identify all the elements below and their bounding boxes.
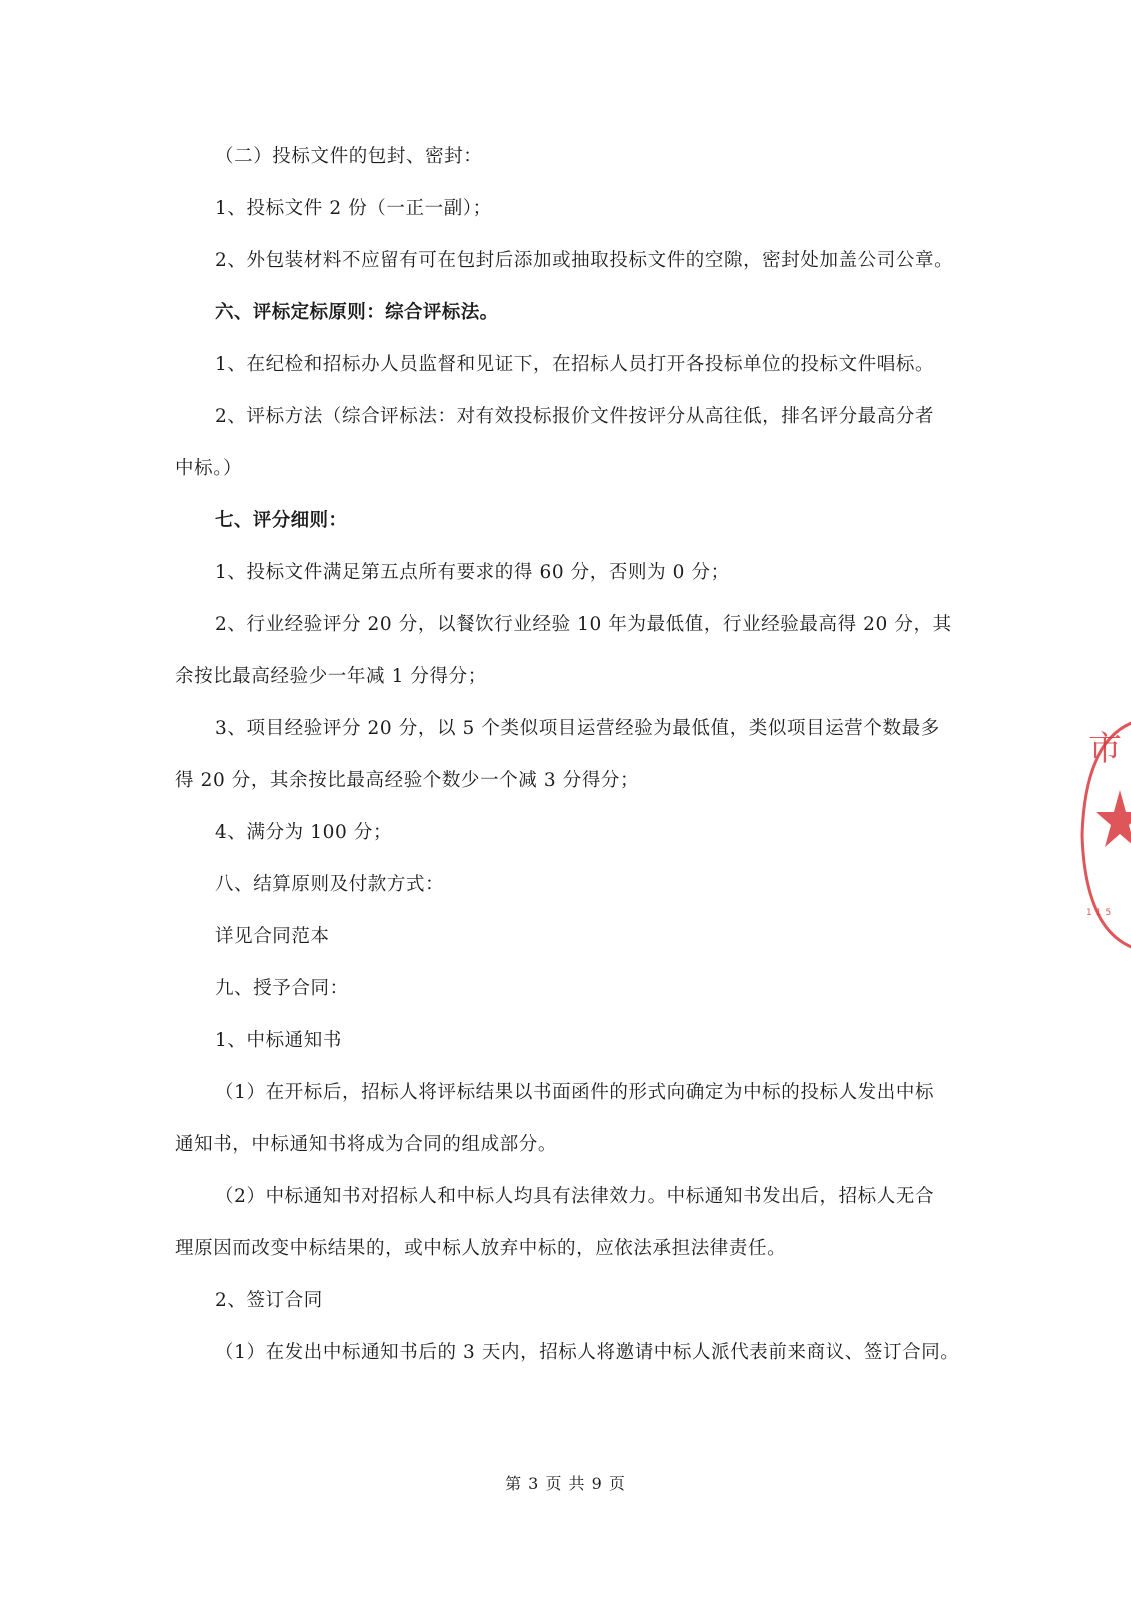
paragraph-line: 通知书，中标通知书将成为合同的组成部分。 [175,1134,558,1155]
paragraph-line: （1）在发出中标通知书后的 3 天内，招标人将邀请中标人派代表前来商议、签订合同。 [215,1342,960,1363]
section-heading: 九、授予合同： [215,978,349,999]
paragraph-line: 2、行业经验评分 20 分，以餐饮行业经验 10 年为最低值，行业经验最高得 20 分，其 [215,614,952,635]
paragraph-line: 余按比最高经验少一年减 1 分得分； [175,666,487,687]
paragraph-line: 1、中标通知书 [215,1030,342,1051]
paragraph-line: 2、签订合同 [215,1290,323,1311]
paragraph-line: （二）投标文件的包封、密封： [215,146,483,167]
paragraph-line: 1、投标文件 2 份（一正一副）； [215,198,492,219]
seal-text: 市 [1088,729,1122,769]
section-heading: 七、评分细则： [215,510,348,531]
paragraph-line: 详见合同范本 [215,926,330,947]
paragraph-line: 3、项目经验评分 20 分，以 5 个类似项目运营经验为最低值，类似项目运营个数最多 [215,718,940,739]
paragraph-line: 1、投标文件满足第五点所有要求的得 60 分，否则为 0 分； [215,562,730,583]
paragraph-line: 理原因而改变中标结果的，或中标人放弃中标的，应依法承担法律责任。 [175,1238,787,1259]
paragraph-line: 2、外包装材料不应留有可在包封后添加或抽取投标文件的空隙，密封处加盖公司公章。 [215,250,954,271]
paragraph-line: 中标。） [175,458,243,479]
paragraph-line: 4、满分为 100 分； [215,822,393,843]
page-number-footer: 第 3 页 共 9 页 [505,1474,626,1493]
company-seal-stamp [1080,715,1131,955]
seal-digits: 115 [1086,908,1116,918]
paragraph-line: （1）在开标后，招标人将评标结果以书面函件的形式向确定为中标的投标人发出中标 [215,1082,935,1103]
section-heading: 六、评标定标原则：综合评标法。 [215,302,499,323]
section-heading: 八、结算原则及付款方式： [215,874,445,895]
paragraph-line: 2、评标方法（综合评标法：对有效投标报价文件按评分从高往低，排名评分最高分者 [215,406,935,427]
paragraph-line: 得 20 分，其余按比最高经验个数少一个减 3 分得分； [175,770,640,791]
seal-star-icon [1096,790,1131,847]
paragraph-line: 1、在纪检和招标办人员监督和见证下，在招标人员打开各投标单位的投标文件唱标。 [215,354,935,375]
paragraph-line: （2）中标通知书对招标人和中标人均具有法律效力。中标通知书发出后，招标人无合 [215,1186,935,1207]
